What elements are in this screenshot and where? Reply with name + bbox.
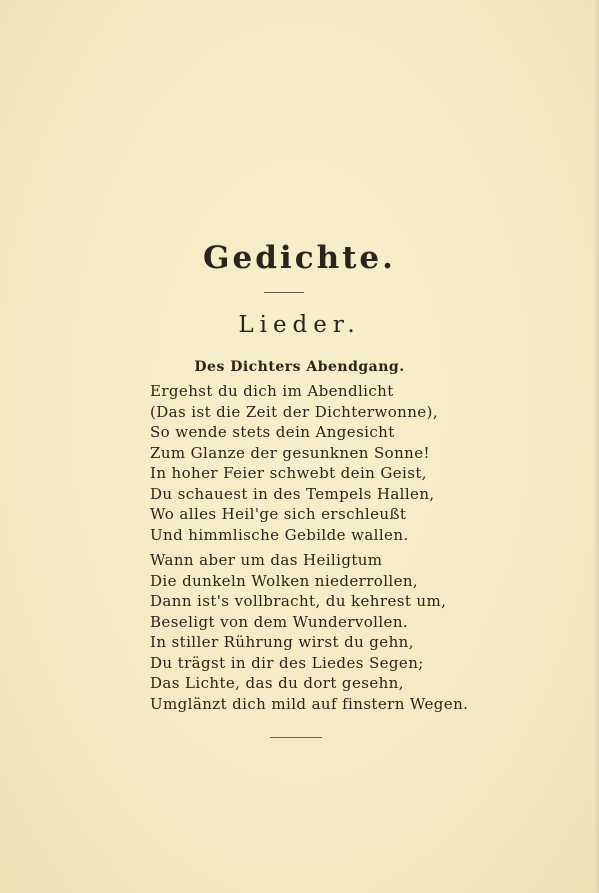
poem-line: In hoher Feier schwebt dein Geist, (150, 464, 427, 482)
poem-line: Du trägst in dir des Liedes Segen; (150, 653, 424, 672)
stanza-2 (150, 550, 570, 714)
poem-line: Das Lichte, das du dort gesehn, (150, 674, 404, 692)
page-title: Gedichte. (203, 240, 396, 276)
poem-line: Du schauest in des Tempels Hallen, (150, 484, 435, 503)
poem-line: Und himmlische Gebilde wallen. (150, 525, 409, 544)
poem-line: Umglänzt dich mild auf finstern Wegen. (150, 694, 469, 713)
poem-line: Wann aber um das Heiligtum (150, 551, 383, 569)
poem-line: Zum Glanze der gesunknen Sonne! (150, 443, 430, 462)
title-divider (264, 292, 304, 293)
poem-line: (Das ist die Zeit der Dichterwonne), (150, 402, 438, 421)
section-heading: Lieder. (238, 312, 361, 338)
stanza-1 (150, 381, 570, 545)
poem-line: Ergehst du dich im Abendlicht (150, 382, 394, 400)
poem-line: Die dunkeln Wolken niederrollen, (150, 571, 419, 590)
poem-line: In stiller Rührung wirst du gehn, (150, 633, 414, 651)
poem-line: Beseligt von dem Wundervollen. (150, 612, 409, 631)
poem-line: Dann ist's vollbracht, du kehrest um, (150, 592, 447, 610)
poem-line: Wo alles Heil'ge sich erschleußt (150, 505, 407, 523)
poem-line: So wende stets dein Angesicht (150, 423, 395, 441)
page-edge (595, 0, 599, 893)
end-divider (270, 737, 322, 738)
poem-title: Des Dichters Abendgang. (194, 359, 405, 375)
